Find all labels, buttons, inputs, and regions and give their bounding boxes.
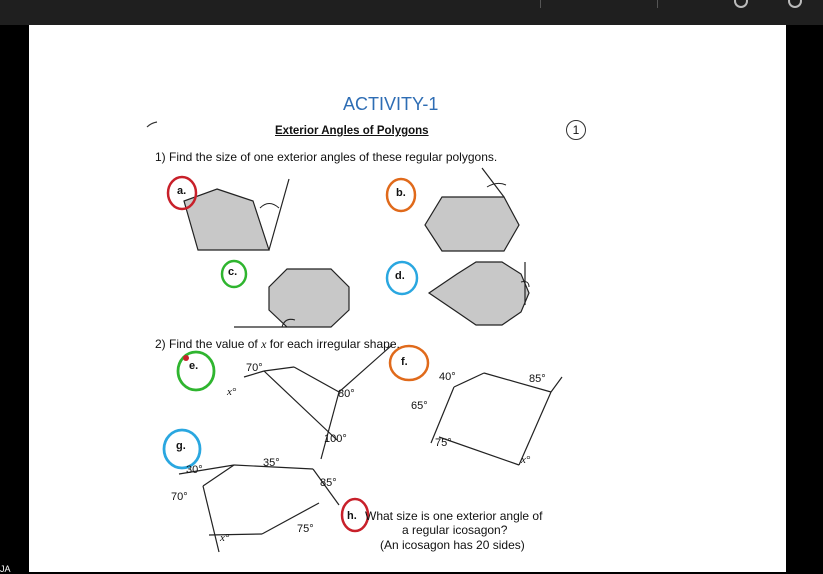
page-number-badge: 1 <box>566 120 586 140</box>
toolbar-divider <box>657 0 658 8</box>
label-h: h. <box>347 510 357 522</box>
label-d: d. <box>395 270 405 282</box>
label-b: b. <box>396 187 406 199</box>
worksheet-page <box>29 25 786 572</box>
label-e: e. <box>189 360 199 372</box>
screen-corner-text: JA <box>0 564 11 574</box>
angle-f-40: 40° <box>439 371 456 383</box>
label-f: f. <box>401 356 408 368</box>
angle-f-85: 85° <box>529 373 546 385</box>
toolbar-icon[interactable] <box>788 0 802 8</box>
question-2-text <box>155 337 400 352</box>
question-h-line-3: (An icosagon has 20 sides) <box>380 538 525 552</box>
octagon-c <box>234 269 349 327</box>
angle-g-70: 70° <box>171 491 188 503</box>
label-g: g. <box>176 440 186 452</box>
label-c: c. <box>228 266 238 278</box>
variable-e-x: x° <box>227 386 237 398</box>
shape-g <box>179 465 339 552</box>
angle-g-85: 85° <box>320 477 337 489</box>
viewer-top-bar <box>0 0 823 25</box>
activity-title: ACTIVITY-1 <box>343 94 439 114</box>
toolbar-divider <box>540 0 541 8</box>
variable-f-x: x° <box>521 454 531 466</box>
angle-e-100: 100° <box>324 433 347 445</box>
toolbar-icon[interactable] <box>734 0 748 8</box>
question-1-text: 1) Find the size of one exterior angles of these regular polygons. <box>155 150 498 164</box>
angle-f-65: 65° <box>411 400 428 412</box>
angle-g-75: 75° <box>297 523 314 535</box>
angle-g-35: 35° <box>263 457 280 469</box>
shape-f <box>431 373 562 465</box>
variable-g-x: x° <box>220 532 230 544</box>
angle-f-75: 75° <box>435 437 452 449</box>
label-a: a. <box>177 185 187 197</box>
hexagon-b <box>425 168 519 251</box>
question-h-line-2: a regular icosagon? <box>402 523 508 537</box>
angle-g-30: 30° <box>186 464 203 476</box>
question-2-text-after: for each irregular shape. <box>269 337 400 351</box>
angle-e-70: 70° <box>246 362 263 374</box>
question-2-text-before: 2) Find the value of <box>155 337 258 351</box>
pentagon-a <box>184 179 289 250</box>
question-2-variable: x <box>261 337 267 351</box>
shape-e <box>244 345 392 459</box>
question-h-line-1: What size is one exterior angle of <box>365 509 543 523</box>
margin-mark <box>147 122 157 127</box>
worksheet-subtitle: Exterior Angles of Polygons <box>275 125 429 137</box>
angle-e-80: 80° <box>338 388 355 400</box>
decagon-d <box>429 262 529 325</box>
